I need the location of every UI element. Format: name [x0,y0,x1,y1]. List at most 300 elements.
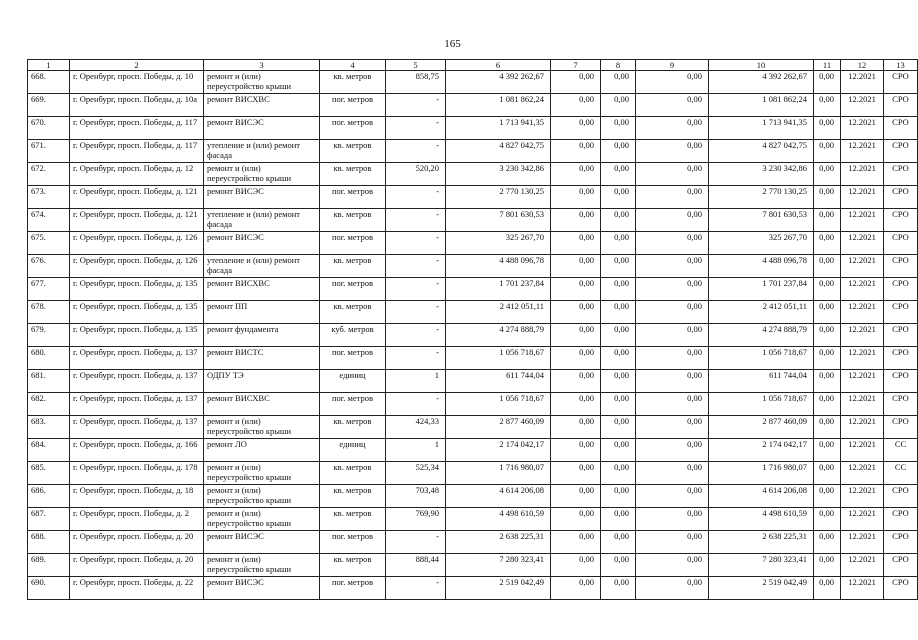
address-cell: г. Оренбург, просп. Победы, д. 2 [70,508,204,531]
column-header: 7 [551,60,601,71]
row-number-cell: 684. [28,439,70,462]
address-cell: г. Оренбург, просп. Победы, д. 137 [70,416,204,439]
deadline-cell: 12.2021 [841,347,884,370]
address-cell: г. Оренбург, просп. Победы, д. 18 [70,485,204,508]
quantity-cell: - [386,232,446,255]
row-number-cell: 683. [28,416,70,439]
total-cost-cell: 2 638 225,31 [446,531,551,554]
row-number-cell: 677. [28,278,70,301]
total-cost-cell: 4 488 096,78 [446,255,551,278]
method-cell: СРО [884,94,918,117]
fund-cost-cell: 4 392 262,67 [709,71,814,94]
work-type-cell: ремонт и (или) переустройство крыши [204,485,320,508]
cost-cell: 0,00 [601,209,636,232]
deadline-cell: 12.2021 [841,462,884,485]
cost-cell: 0,00 [601,393,636,416]
work-type-cell: ремонт ВИСЭС [204,117,320,140]
cost-cell: 0,00 [551,232,601,255]
unit-cell: кв. метров [320,508,386,531]
cost-cell: 0,00 [601,531,636,554]
total-cost-cell: 2 770 130,25 [446,186,551,209]
cost-cell: 0,00 [636,462,709,485]
fund-cost-cell: 1 701 237,84 [709,278,814,301]
unit-cell: кв. метров [320,255,386,278]
table-row [28,508,918,531]
cost-cell: 0,00 [814,577,841,600]
table-row [28,209,918,232]
address-cell: г. Оренбург, просп. Победы, д. 121 [70,186,204,209]
fund-cost-cell: 1 716 980,07 [709,462,814,485]
quantity-cell: - [386,94,446,117]
table-row [28,370,918,393]
cost-cell: 0,00 [601,324,636,347]
work-type-cell: ремонт ВИСЭС [204,186,320,209]
row-number-cell: 679. [28,324,70,347]
total-cost-cell: 3 230 342,86 [446,163,551,186]
deadline-cell: 12.2021 [841,577,884,600]
column-header: 8 [601,60,636,71]
method-cell: СРО [884,278,918,301]
unit-cell: единиц [320,439,386,462]
column-header: 3 [204,60,320,71]
fund-cost-cell: 1 056 718,67 [709,347,814,370]
cost-cell: 0,00 [551,209,601,232]
address-cell: г. Оренбург, просп. Победы, д. 10 [70,71,204,94]
cost-cell: 0,00 [814,94,841,117]
row-number-cell: 668. [28,71,70,94]
cost-cell: 0,00 [601,94,636,117]
cost-cell: 0,00 [814,255,841,278]
cost-cell: 0,00 [601,416,636,439]
quantity-cell: - [386,577,446,600]
cost-cell: 0,00 [636,255,709,278]
cost-cell: 0,00 [601,278,636,301]
deadline-cell: 12.2021 [841,508,884,531]
cost-cell: 0,00 [601,508,636,531]
cost-cell: 0,00 [601,117,636,140]
column-header: 10 [709,60,814,71]
address-cell: г. Оренбург, просп. Победы, д. 22 [70,577,204,600]
total-cost-cell: 1 081 862,24 [446,94,551,117]
work-type-cell: ремонт ВИСЭС [204,232,320,255]
cost-cell: 0,00 [814,508,841,531]
address-cell: г. Оренбург, просп. Победы, д. 126 [70,255,204,278]
deadline-cell: 12.2021 [841,485,884,508]
work-type-cell: ремонт и (или) переустройство крыши [204,554,320,577]
cost-cell: 0,00 [636,439,709,462]
quantity-cell: 769,90 [386,508,446,531]
quantity-cell: - [386,324,446,347]
cost-cell: 0,00 [601,232,636,255]
method-cell: СРО [884,255,918,278]
cost-cell: 0,00 [814,439,841,462]
cost-cell: 0,00 [814,71,841,94]
work-type-cell: ремонт ВИСХВС [204,393,320,416]
quantity-cell: - [386,278,446,301]
unit-cell: кв. метров [320,485,386,508]
fund-cost-cell: 3 230 342,86 [709,163,814,186]
method-cell: СРО [884,209,918,232]
cost-cell: 0,00 [551,577,601,600]
unit-cell: пог. метров [320,232,386,255]
row-number-cell: 690. [28,577,70,600]
unit-cell: пог. метров [320,117,386,140]
unit-cell: кв. метров [320,462,386,485]
cost-cell: 0,00 [551,439,601,462]
cost-cell: 0,00 [814,347,841,370]
method-cell: СРО [884,393,918,416]
deadline-cell: 12.2021 [841,94,884,117]
fund-cost-cell: 4 274 888,79 [709,324,814,347]
table-row [28,554,918,577]
cost-cell: 0,00 [551,71,601,94]
cost-cell: 0,00 [636,370,709,393]
table-row [28,255,918,278]
cost-cell: 0,00 [551,416,601,439]
table-body [28,71,918,600]
cost-cell: 0,00 [551,301,601,324]
table-row [28,416,918,439]
deadline-cell: 12.2021 [841,554,884,577]
unit-cell: кв. метров [320,140,386,163]
address-cell: г. Оренбург, просп. Победы, д. 117 [70,140,204,163]
method-cell: СРО [884,508,918,531]
row-number-cell: 680. [28,347,70,370]
cost-cell: 0,00 [814,301,841,324]
row-number-cell: 676. [28,255,70,278]
unit-cell: пог. метров [320,577,386,600]
cost-cell: 0,00 [551,347,601,370]
total-cost-cell: 2 877 460,09 [446,416,551,439]
work-type-cell: ремонт ВИСХВС [204,94,320,117]
cost-cell: 0,00 [814,416,841,439]
total-cost-cell: 4 392 262,67 [446,71,551,94]
method-cell: СРО [884,485,918,508]
unit-cell: кв. метров [320,163,386,186]
column-header: 13 [884,60,918,71]
row-number-cell: 671. [28,140,70,163]
deadline-cell: 12.2021 [841,439,884,462]
address-cell: г. Оренбург, просп. Победы, д. 166 [70,439,204,462]
row-number-cell: 669. [28,94,70,117]
table-row [28,324,918,347]
row-number-cell: 673. [28,186,70,209]
address-cell: г. Оренбург, просп. Победы, д. 178 [70,462,204,485]
work-type-cell: ремонт и (или) переустройство крыши [204,508,320,531]
table-row [28,301,918,324]
table-row [28,278,918,301]
cost-cell: 0,00 [814,462,841,485]
address-cell: г. Оренбург, просп. Победы, д. 10а [70,94,204,117]
quantity-cell: 1 [386,370,446,393]
deadline-cell: 12.2021 [841,255,884,278]
work-type-cell: ремонт ВИСТС [204,347,320,370]
unit-cell: кв. метров [320,209,386,232]
cost-cell: 0,00 [636,186,709,209]
table-row [28,439,918,462]
work-type-cell: ремонт и (или) переустройство крыши [204,71,320,94]
row-number-cell: 682. [28,393,70,416]
quantity-cell: 1 [386,439,446,462]
unit-cell: пог. метров [320,531,386,554]
quantity-cell: 520,20 [386,163,446,186]
column-header: 1 [28,60,70,71]
total-cost-cell: 325 267,70 [446,232,551,255]
cost-cell: 0,00 [814,209,841,232]
work-type-cell: ремонт ВИСЭС [204,531,320,554]
table-row [28,232,918,255]
cost-cell: 0,00 [601,163,636,186]
unit-cell: пог. метров [320,347,386,370]
deadline-cell: 12.2021 [841,531,884,554]
cost-cell: 0,00 [551,94,601,117]
cost-cell: 0,00 [636,163,709,186]
deadline-cell: 12.2021 [841,370,884,393]
cost-cell: 0,00 [636,393,709,416]
unit-cell: единиц [320,370,386,393]
cost-cell: 0,00 [601,347,636,370]
deadline-cell: 12.2021 [841,324,884,347]
method-cell: СРО [884,416,918,439]
table-row [28,393,918,416]
cost-cell: 0,00 [636,485,709,508]
unit-cell: пог. метров [320,393,386,416]
quantity-cell: - [386,531,446,554]
fund-cost-cell: 611 744,04 [709,370,814,393]
table-row [28,117,918,140]
table-row [28,94,918,117]
cost-cell: 0,00 [814,163,841,186]
cost-cell: 0,00 [814,117,841,140]
cost-cell: 0,00 [636,554,709,577]
address-cell: г. Оренбург, просп. Победы, д. 137 [70,370,204,393]
row-number-cell: 686. [28,485,70,508]
work-type-cell: ремонт и (или) переустройство крыши [204,163,320,186]
total-cost-cell: 611 744,04 [446,370,551,393]
address-cell: г. Оренбург, просп. Победы, д. 137 [70,393,204,416]
cost-cell: 0,00 [601,439,636,462]
deadline-cell: 12.2021 [841,209,884,232]
fund-cost-cell: 2 877 460,09 [709,416,814,439]
cost-cell: 0,00 [551,370,601,393]
cost-cell: 0,00 [601,71,636,94]
total-cost-cell: 7 280 323,41 [446,554,551,577]
cost-cell: 0,00 [636,71,709,94]
cost-cell: 0,00 [636,347,709,370]
cost-cell: 0,00 [814,531,841,554]
method-cell: СРО [884,531,918,554]
cost-cell: 0,00 [814,485,841,508]
row-number-cell: 674. [28,209,70,232]
row-number-cell: 681. [28,370,70,393]
total-cost-cell: 1 716 980,07 [446,462,551,485]
work-type-cell: ремонт ВИСХВС [204,278,320,301]
table-row [28,485,918,508]
work-type-cell: ремонт и (или) переустройство крыши [204,416,320,439]
quantity-cell: - [386,117,446,140]
address-cell: г. Оренбург, просп. Победы, д. 135 [70,278,204,301]
quantity-cell: 525,34 [386,462,446,485]
cost-cell: 0,00 [636,140,709,163]
table-row [28,577,918,600]
unit-cell: пог. метров [320,94,386,117]
table-row [28,71,918,94]
method-cell: СРО [884,186,918,209]
cost-cell: 0,00 [636,94,709,117]
unit-cell: кв. метров [320,554,386,577]
quantity-cell: - [386,347,446,370]
quantity-cell: - [386,393,446,416]
work-type-cell: ремонт и (или) переустройство крыши [204,462,320,485]
total-cost-cell: 1 701 237,84 [446,278,551,301]
work-type-cell: ремонт ПП [204,301,320,324]
work-type-cell: ОДПУ ТЭ [204,370,320,393]
cost-cell: 0,00 [814,554,841,577]
cost-cell: 0,00 [551,393,601,416]
address-cell: г. Оренбург, просп. Победы, д. 20 [70,554,204,577]
method-cell: СРО [884,554,918,577]
quantity-cell: 888,44 [386,554,446,577]
address-cell: г. Оренбург, просп. Победы, д. 121 [70,209,204,232]
method-cell: СРО [884,232,918,255]
deadline-cell: 12.2021 [841,163,884,186]
cost-cell: 0,00 [551,324,601,347]
unit-cell: пог. метров [320,278,386,301]
address-cell: г. Оренбург, просп. Победы, д. 135 [70,301,204,324]
fund-cost-cell: 7 801 630,53 [709,209,814,232]
column-header: 2 [70,60,204,71]
cost-cell: 0,00 [601,577,636,600]
row-number-cell: 678. [28,301,70,324]
cost-cell: 0,00 [551,117,601,140]
cost-cell: 0,00 [814,140,841,163]
address-cell: г. Оренбург, просп. Победы, д. 135 [70,324,204,347]
cost-cell: 0,00 [814,393,841,416]
row-number-cell: 685. [28,462,70,485]
method-cell: СС [884,439,918,462]
cost-cell: 0,00 [551,140,601,163]
column-number-header-row [28,60,918,71]
method-cell: СРО [884,324,918,347]
cost-cell: 0,00 [814,232,841,255]
fund-cost-cell: 2 174 042,17 [709,439,814,462]
table-row [28,462,918,485]
work-type-cell: утепление и (или) ремонт фасада [204,209,320,232]
address-cell: г. Оренбург, просп. Победы, д. 12 [70,163,204,186]
fund-cost-cell: 4 488 096,78 [709,255,814,278]
deadline-cell: 12.2021 [841,140,884,163]
cost-cell: 0,00 [636,117,709,140]
cost-cell: 0,00 [601,186,636,209]
table-row [28,347,918,370]
total-cost-cell: 4 827 042,75 [446,140,551,163]
work-type-cell: ремонт ВИСЭС [204,577,320,600]
cost-cell: 0,00 [551,531,601,554]
cost-cell: 0,00 [814,324,841,347]
fund-cost-cell: 4 827 042,75 [709,140,814,163]
deadline-cell: 12.2021 [841,416,884,439]
method-cell: СС [884,462,918,485]
total-cost-cell: 4 614 206,08 [446,485,551,508]
fund-cost-cell: 4 498 610,59 [709,508,814,531]
address-cell: г. Оренбург, просп. Победы, д. 20 [70,531,204,554]
fund-cost-cell: 2 412 051,11 [709,301,814,324]
cost-cell: 0,00 [551,485,601,508]
total-cost-cell: 2 519 042,49 [446,577,551,600]
cost-cell: 0,00 [636,324,709,347]
cost-cell: 0,00 [551,163,601,186]
quantity-cell: - [386,186,446,209]
row-number-cell: 670. [28,117,70,140]
cost-cell: 0,00 [551,278,601,301]
unit-cell: кв. метров [320,416,386,439]
method-cell: СРО [884,347,918,370]
column-header: 12 [841,60,884,71]
method-cell: СРО [884,140,918,163]
row-number-cell: 687. [28,508,70,531]
column-header: 4 [320,60,386,71]
row-number-cell: 672. [28,163,70,186]
work-type-cell: утепление и (или) ремонт фасада [204,140,320,163]
quantity-cell: 424,33 [386,416,446,439]
total-cost-cell: 1 056 718,67 [446,393,551,416]
cost-cell: 0,00 [636,209,709,232]
row-number-cell: 689. [28,554,70,577]
deadline-cell: 12.2021 [841,186,884,209]
address-cell: г. Оренбург, просп. Победы, д. 137 [70,347,204,370]
total-cost-cell: 4 274 888,79 [446,324,551,347]
cost-cell: 0,00 [551,255,601,278]
cost-cell: 0,00 [601,462,636,485]
deadline-cell: 12.2021 [841,393,884,416]
total-cost-cell: 1 056 718,67 [446,347,551,370]
cost-cell: 0,00 [551,186,601,209]
work-type-cell: утепление и (или) ремонт фасада [204,255,320,278]
total-cost-cell: 2 174 042,17 [446,439,551,462]
method-cell: СРО [884,71,918,94]
cost-cell: 0,00 [551,554,601,577]
method-cell: СРО [884,577,918,600]
deadline-cell: 12.2021 [841,301,884,324]
total-cost-cell: 1 713 941,35 [446,117,551,140]
total-cost-cell: 4 498 610,59 [446,508,551,531]
quantity-cell: - [386,301,446,324]
method-cell: СРО [884,301,918,324]
table-row [28,186,918,209]
cost-cell: 0,00 [601,370,636,393]
quantity-cell: - [386,255,446,278]
table-row [28,140,918,163]
address-cell: г. Оренбург, просп. Победы, д. 126 [70,232,204,255]
cost-cell: 0,00 [636,278,709,301]
column-header: 9 [636,60,709,71]
deadline-cell: 12.2021 [841,71,884,94]
fund-cost-cell: 7 280 323,41 [709,554,814,577]
quantity-cell: - [386,140,446,163]
fund-cost-cell: 2 770 130,25 [709,186,814,209]
cost-cell: 0,00 [636,416,709,439]
fund-cost-cell: 1 713 941,35 [709,117,814,140]
unit-cell: кв. метров [320,71,386,94]
fund-cost-cell: 4 614 206,08 [709,485,814,508]
unit-cell: кв. метров [320,301,386,324]
cost-cell: 0,00 [814,370,841,393]
deadline-cell: 12.2021 [841,117,884,140]
cost-cell: 0,00 [601,554,636,577]
deadline-cell: 12.2021 [841,232,884,255]
method-cell: СРО [884,163,918,186]
table-row [28,531,918,554]
